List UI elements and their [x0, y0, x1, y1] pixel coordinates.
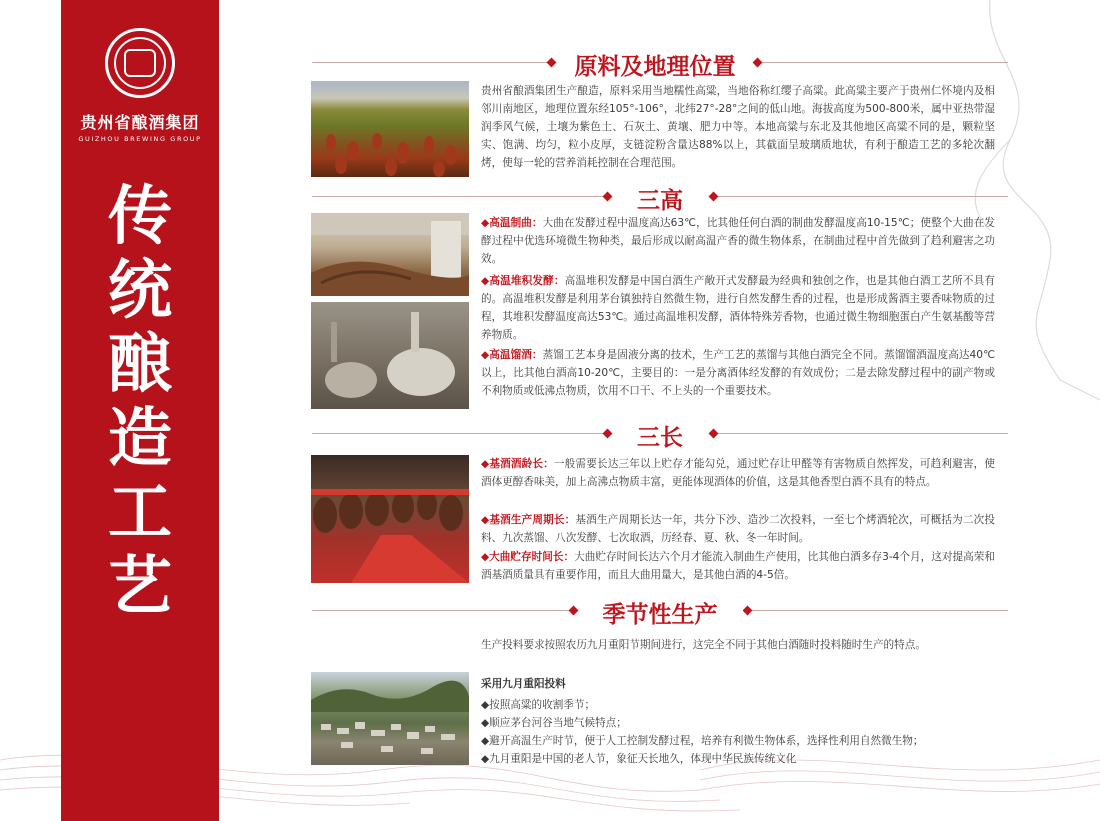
- item-label: ◆高温馏酒：: [481, 349, 543, 361]
- three-high-item: [481, 346, 995, 400]
- brand-name-en: GUIZHOU BREWING GROUP: [78, 135, 202, 143]
- item-label: ◆高温制曲：: [481, 217, 543, 229]
- seasonal-intro: 生产投料要求按照农历九月重阳节期间进行，这完全不同于其他白酒随时投料随时生产的特点。: [481, 639, 926, 651]
- section-divider: [758, 62, 1008, 63]
- item-label: ◆高温堆积发酵：: [481, 275, 565, 287]
- vertical-page-title: [95, 180, 185, 624]
- section-divider: [312, 196, 608, 197]
- title-char: 传: [108, 179, 172, 254]
- item-text: 高温堆积发酵是中国白酒生产敞开式发酵最为经典和独创之作，也是其他白酒工艺所不具有的。高温堆积发酵是利用茅台镇独持自然微生物，进行自然发酵生香的过程，也是形成酱酒主要香味物质的过程，其堆积发酵温度高达53℃。通过高温堆积发酵，酒体特殊芳香物，也通过微生物细胞蛋白产生氨基酸等营养物质。: [481, 275, 995, 341]
- section-title-three-high: 三高: [637, 188, 683, 214]
- maotai-valley-town-photo: [311, 672, 469, 765]
- section-divider: [312, 62, 552, 63]
- item-text: 基酒生产周期长达一年，共分下沙、造沙二次投料，一至七个烤酒轮次，可概括为二次投料、九次蒸馏、八次发酵、七次取酒，历经春、夏、秋、冬一年时间。: [481, 514, 995, 544]
- section-divider: [312, 610, 574, 611]
- qu-making-workshop-photo: [311, 213, 469, 296]
- list-item: ◆按照高粱的收割季节；: [481, 699, 596, 711]
- three-long-item: [481, 548, 995, 584]
- brand-logo: [61, 28, 219, 143]
- section-title-three-long: 三长: [637, 425, 683, 451]
- title-char: 工: [108, 475, 172, 550]
- wine-cellar-jars-photo: [311, 455, 469, 583]
- seasonal-bullet-list: [481, 696, 1011, 768]
- item-text: 蒸馏工艺本身是固液分离的技术，生产工艺的蒸馏与其他白酒完全不同。蒸馏馏酒温度高达40℃以上，比其他白酒高10-20℃，主要目的：一是分离酒体经发酵的有效成份；二是去除发酵过程中的副产物或不利物质或低沸点物质，饮用不口干、不上头的一个重要技术。: [481, 349, 996, 397]
- three-high-item: [481, 214, 995, 268]
- title-char: 艺: [108, 549, 172, 624]
- three-high-item: [481, 272, 995, 344]
- item-label: ◆基酒生产周期长：: [481, 514, 576, 526]
- section-title-materials: 原料及地理位置: [574, 54, 736, 80]
- brand-name: 贵州省酿酒集团: [80, 113, 200, 132]
- section-divider: [312, 433, 608, 434]
- item-text: 一般需要长达三年以上贮存才能勾兑，通过贮存让甲醛等有害物质自然挥发，可趋利避害，使酒体更醇香味美，加上高沸点物质丰富，更能体现酒体的价值，这是其他香型白酒不具有的特点。: [481, 458, 996, 488]
- item-text: 大曲在发酵过程中温度高达63℃，比其他任何白酒的制曲发酵温度高10-15℃；使整个大曲在发酵过程中优选环境微生物种类，最后形成以耐高温产香的微生物体系，在制曲过程中首先做到了趋利避害之功效。: [481, 217, 995, 265]
- three-long-item: [481, 511, 995, 547]
- three-long-item: [481, 455, 995, 491]
- list-item: ◆避开高温生产时节，便于人工控制发酵过程，培养有利微生物体系，选择性利用自然微生物；: [481, 735, 924, 747]
- sorghum-field-photo: [311, 81, 469, 177]
- section-title-seasonal: 季节性生产: [602, 602, 718, 628]
- sidebar: [61, 0, 219, 821]
- section-divider: [714, 196, 1008, 197]
- section-divider: [714, 433, 1008, 434]
- list-item: ◆顺应茅台河谷当地气候特点；: [481, 717, 627, 729]
- brand-seal-icon: [105, 28, 175, 98]
- list-item: ◆九月重阳是中国的老人节，象征天长地久，体现中华民族传统文化: [481, 753, 797, 765]
- title-char: 酿: [108, 327, 172, 402]
- title-char: 统: [108, 253, 172, 328]
- item-label: ◆基酒酒龄长：: [481, 458, 554, 470]
- seasonal-subhead: 采用九月重阳投料: [481, 678, 566, 690]
- item-text: 大曲贮存时间长达六个月才能流入制曲生产使用，比其他白酒多存3-4个月，这对提高荣和酒基酒质量具有重要作用，而且大曲用量大，是其他白酒的4-5倍。: [481, 551, 995, 581]
- distillation-room-photo: [311, 302, 469, 409]
- materials-description: 贵州省酿酒集团生产酿造，原料采用当地糯性高粱，当地俗称红缨子高粱。此高粱主要产于贵州仁怀境内及相邻川南地区，地理位置东经105°-106°，北纬27°-28°之间的低山地。海拔高度为500-800米，属中亚热带湿润季风气候，土壤为紫色土、石灰土、黄壤、肥力中等。本地高粱与东北及其他地区高粱不同的是，颗粒坚实、饱满、均匀，粒小皮厚，支链淀粉含量达88%以上，其截面呈玻璃质地状，有利于酿造工艺的多轮次翻烤，使每一轮的营养消耗控制在合理范围。: [481, 85, 995, 169]
- section-divider: [748, 610, 1008, 611]
- title-char: 造: [108, 401, 172, 476]
- item-label: ◆大曲贮存时间长：: [481, 551, 575, 563]
